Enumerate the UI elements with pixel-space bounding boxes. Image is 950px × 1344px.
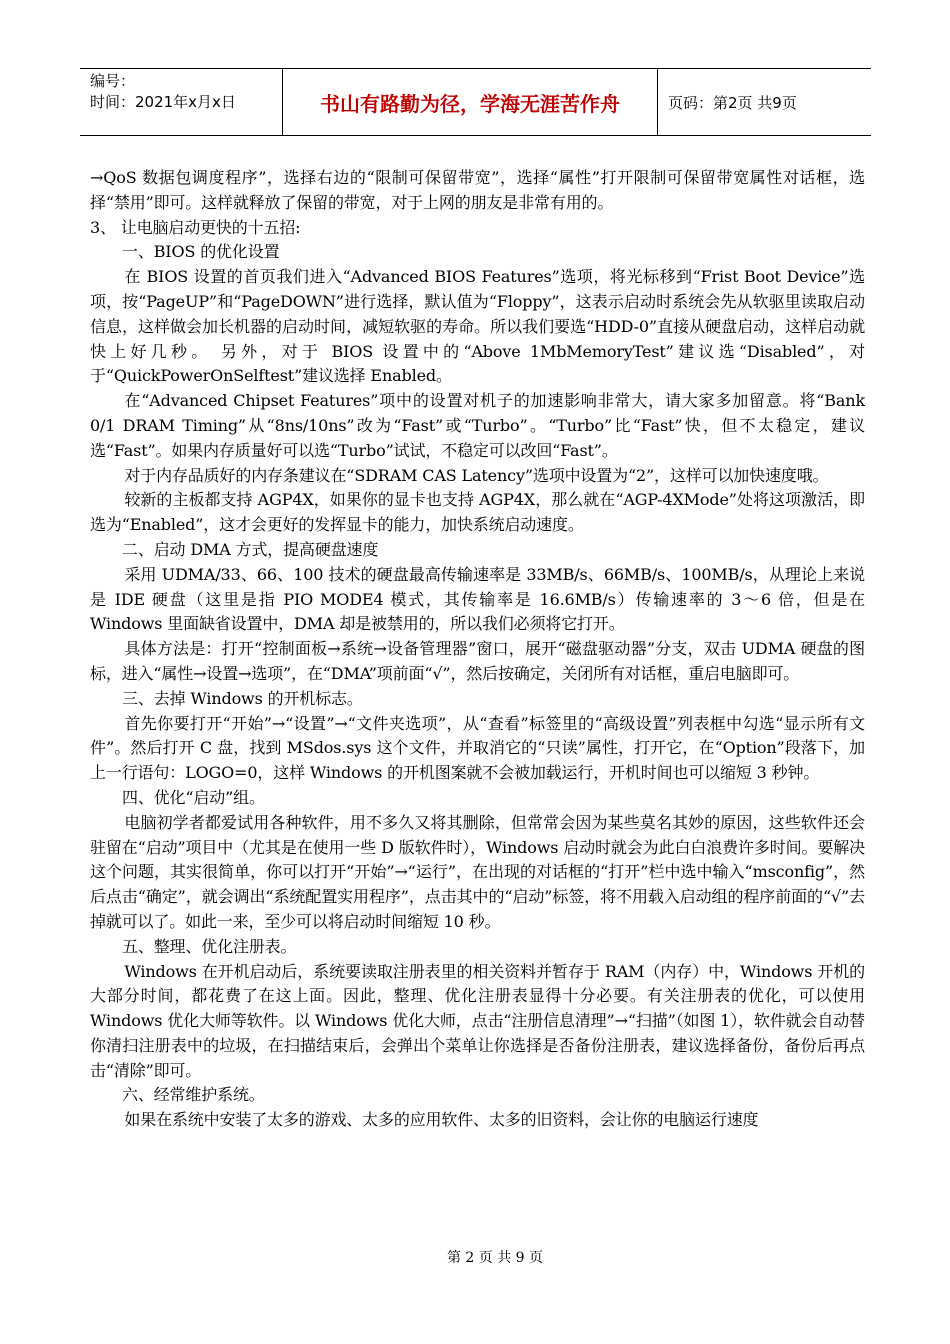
subsection-heading: 六、经常维护系统。 <box>122 1085 265 1105</box>
date-label: 时间：2021年x月x日 <box>90 93 236 111</box>
subsection-heading: 五、整理、优化注册表。 <box>122 936 297 956</box>
subsection-heading: 一、BIOS 的优化设置 <box>122 242 280 262</box>
paragraph: 较新的主板都支持 AGP4X，如果你的显卡也支持 AGP4X，那么就在“AGP-4XMode”处将这项激活，即选为“Enabled”，这才会更好的发挥显卡的能力，加快系统启动速度。 <box>90 490 865 535</box>
section-heading: 3、 让电脑启动更快的十五招: <box>90 217 301 237</box>
paragraph: 如果在系统中安装了太多的游戏、太多的应用软件、太多的旧资料，会让你的电脑运行速度 <box>124 1110 759 1130</box>
subsection-heading: 二、启动 DMA 方式，提高硬盘速度 <box>122 539 379 559</box>
document-body <box>90 166 865 1133</box>
paragraph: Windows 在开机启动后，系统要读取注册表里的相关资料并暂存于 RAM（内存）中，Windows 开机的大部分时间，都花费了在这上面。因此，整理、优化注册表显得十分必要。有关注册表的优化，可以使用 Windows 优化大师等软件。以 Windows 优化大师，点击“注册信息清理”→“扫描”（如图 1），软件就会自动替你清扫注册表中的垃圾，在扫描结束后，会弹出个菜单让你选择是否备份注册表，建议选择备份，备份后再点击“清除”即可。 <box>90 961 865 1080</box>
header-motto: 书山有路勤为径，学海无涯苦作舟 <box>283 69 658 135</box>
paragraph: 对于内存品质好的内存条建议在“SDRAM CAS Latency”选项中设置为“2”，这样可以加快速度哦。 <box>124 465 829 485</box>
paragraph: 在“Advanced Chipset Features”项中的设置对机子的加速影响非常大，请大家多加留意。将“Bank 0/1 DRAM Timing”从“8ns/10ns”改为“Fast”或“Turbo”。“Turbo”比“Fast”快，但不太稳定，建议选“Fast”。如果内存质量好可以选“Turbo”试试，不稳定可以改回“Fast”。 <box>90 391 865 460</box>
page-header <box>80 68 871 136</box>
subsection-heading: 三、去掉 Windows 的开机标志。 <box>122 688 363 708</box>
paragraph: →QoS 数据包调度程序”，选择右边的“限制可保留带宽”，选择“属性”打开限制可保留带宽属性对话框，选择“禁用”即可。这样就释放了保留的带宽，对于上网的朋友是非常有用的。 <box>90 168 865 212</box>
paragraph: 具体方法是：打开“控制面板→系统→设备管理器”窗口，展开“磁盘驱动器”分支，双击 UDMA 硬盘的图标，进入“属性→设置→选项”，在“DMA”项前面“√”，然后按确定，关闭所有对话框，重启电脑即可。 <box>90 639 865 683</box>
page-footer: 第 2 页 共 9 页 <box>446 1250 544 1266</box>
paragraph: 在 BIOS 设置的首页我们进入“Advanced BIOS Features”选项，将光标移到“Frist Boot Device”选项，按“PageUP”和“PageDOWN”进行选择，默认值为“Floppy”，这表示启动时系统会先从软驱里读取启动信息，这样做会加长机器的启动时间，减短软驱的寿命。所以我们要选“HDD-0”直接从硬盘启动，这样启动就快上好几秒。 另外，对于 BIOS 设置中的“Above 1MbMemoryTest”建议选“Disabled”，对于“QuickPowerOnSelftest”建议选择 Enabled。 <box>90 267 865 386</box>
header-page-info: 页码：第2页 共9页 <box>668 93 797 112</box>
header-meta <box>80 69 283 135</box>
paragraph: 电脑初学者都爱试用各种软件，用不多久又将其删除，但常常会因为某些莫名其妙的原因，这些软件还会驻留在“启动”项目中（尤其是在使用一些 D 版软件时），Windows 启动时就会为此白白浪费许多时间。要解决这个问题，其实很简单，你可以打开“开始”→“运行”，在出现的对话框的“打开”栏中选中输入“msconfig”，然后点击“确定”，就会调出“系统配置实用程序”，点击其中的“启动”标签，将不用载入启动组的程序前面的“√”去掉就可以了。如此一来，至少可以将启动时间缩短 10 秒。 <box>90 812 865 931</box>
paragraph: 采用 UDMA/33、66、100 技术的硬盘最高传输速率是 33MB/s、66MB/s、100MB/s，从理论上来说是 IDE 硬盘（这里是指 PIO MODE4 模式，其传输率是 16.6MB/s）传输速率的 3～6 倍，但是在 Windows 里面缺省设置中，DMA 却是被禁用的，所以我们必须将它打开。 <box>90 564 865 634</box>
paragraph: 首先你要打开“开始”→“设置”→“文件夹选项”，从“查看”标签里的“高级设置”列表框中勾选“显示所有文件”。然后打开 C 盘，找到 MSdos.sys 这个文件，并取消它的“只读”属性，打开它，在“Option”段落下，加上一行语句：LOGO=0，这样 Windows 的开机图案就不会被加载运行，开机时间也可以缩短 3 秒钟。 <box>90 713 865 783</box>
doc-number-label: 编号： <box>90 72 136 90</box>
subsection-heading: 四、优化“启动”组。 <box>122 787 265 807</box>
